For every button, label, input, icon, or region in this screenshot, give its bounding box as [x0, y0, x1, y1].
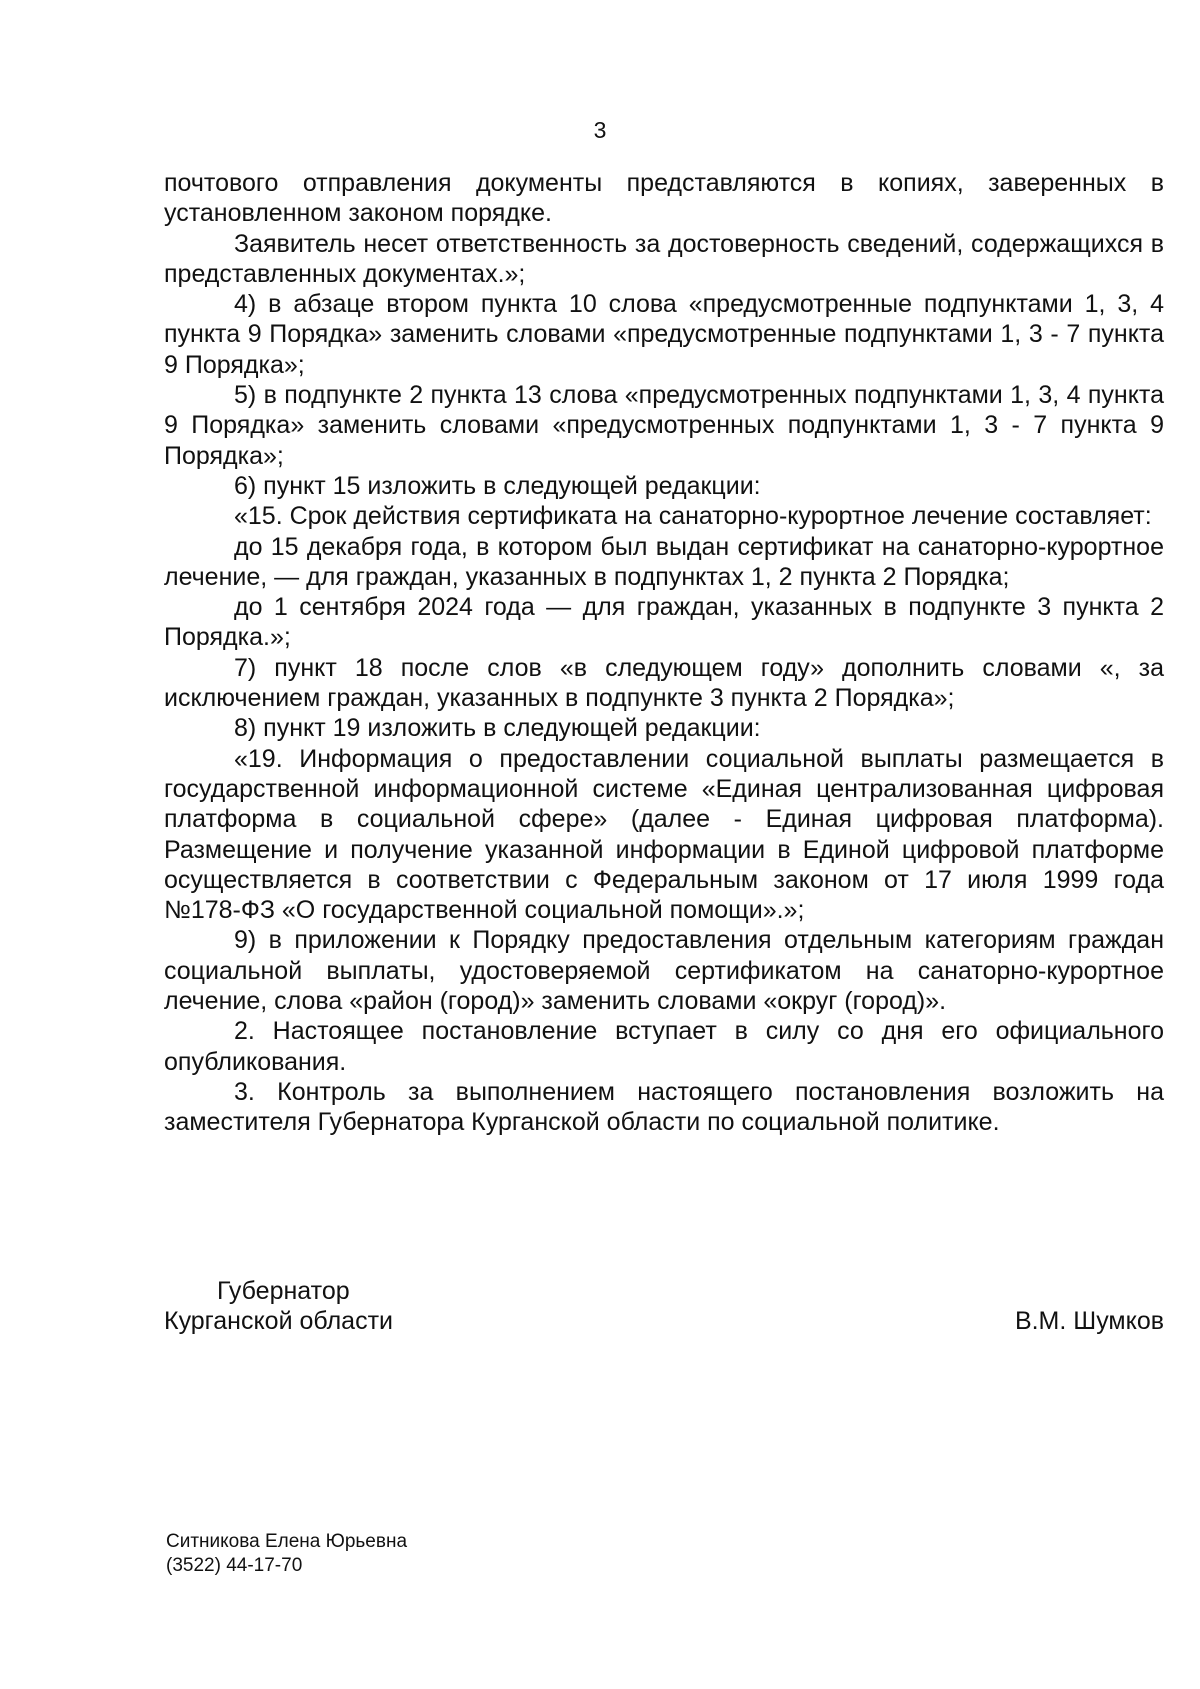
signatory-name: В.М. Шумков: [1014, 1307, 1164, 1335]
document-body: [164, 168, 1164, 1138]
signature-row: [164, 1306, 1164, 1336]
paragraph: 4) в абзаце втором пункта 10 слова «предусмотренные подпунктами 1, 3, 4 пункта 9 Порядка» заменить словами «предусмотренные подпунктами 1, 3 - 7 пункта 9 Порядка»;: [164, 290, 1164, 379]
paragraph: 5) в подпункте 2 пункта 13 слова «предусмотренных подпунктами 1, 3, 4 пункта 9 Порядка» заменить словами «предусмотренных подпунктами 1, 3 - 7 пункта 9 Порядка»;: [164, 381, 1164, 470]
paragraph: 9) в приложении к Порядку предоставления отдельным категориям граждан социальной выплаты, удостоверяемой сертификатом на санаторно-курортное лечение, слова «район (город)» заменить словами «округ (город)».: [164, 926, 1164, 1016]
signature-block: [164, 1276, 1164, 1336]
signatory-region: Курганской области: [164, 1307, 394, 1335]
paragraph: Заявитель несет ответственность за достоверность сведений, содержащихся в представленных документах.»;: [164, 229, 1164, 288]
paragraph: 8) пункт 19 изложить в следующей редакции:: [234, 714, 761, 743]
paragraph: до 15 декабря года, в котором был выдан сертификат на санаторно-курортное лечение, — для граждан, указанных в подпунктах 1, 2 пункта 2 Порядка;: [164, 532, 1164, 591]
signatory-title: Губернатор: [217, 1277, 350, 1305]
paragraph: до 1 сентября 2024 года — для граждан, указанных в подпункте 3 пункта 2 Порядка.»;: [164, 593, 1164, 652]
executor-name: Ситникова Елена Юрьевна: [166, 1531, 408, 1552]
paragraph: 7) пункт 18 после слов «в следующем году» дополнить словами «, за исключением граждан, указанных в подпункте 3 пункта 2 Порядка»;: [164, 653, 1164, 713]
paragraph: 2. Настоящее постановление вступает в силу со дня его официального опубликования.: [164, 1017, 1164, 1076]
page-number: 3: [593, 117, 607, 143]
paragraph: почтового отправления документы представляются в копиях, заверенных в установленном законом порядке.: [164, 169, 1164, 228]
paragraph: «15. Срок действия сертификата на санаторно-курортное лечение составляет:: [234, 502, 1152, 531]
executor-block: [166, 1530, 407, 1578]
paragraph: 3. Контроль за выполнением настоящего постановления возложить на заместителя Губернатора Курганской области по социальной политике.: [164, 1077, 1164, 1137]
executor-phone: (3522) 44-17-70: [166, 1555, 303, 1576]
paragraph: «19. Информация о предоставлении социальной выплаты размещается в государственной информационной системе «Единая централизованная цифровая платформа в социальной сфере» (далее - Единая цифровая платформа). Размещение и получение указанной информации в Единой цифровой платформе осуществляется в соответствии с Федеральным законом от 17 июля 1999 года №178-ФЗ «О государственной социальной помощи».»;: [164, 744, 1164, 925]
paragraph: 6) пункт 15 изложить в следующей редакции:: [234, 471, 761, 500]
